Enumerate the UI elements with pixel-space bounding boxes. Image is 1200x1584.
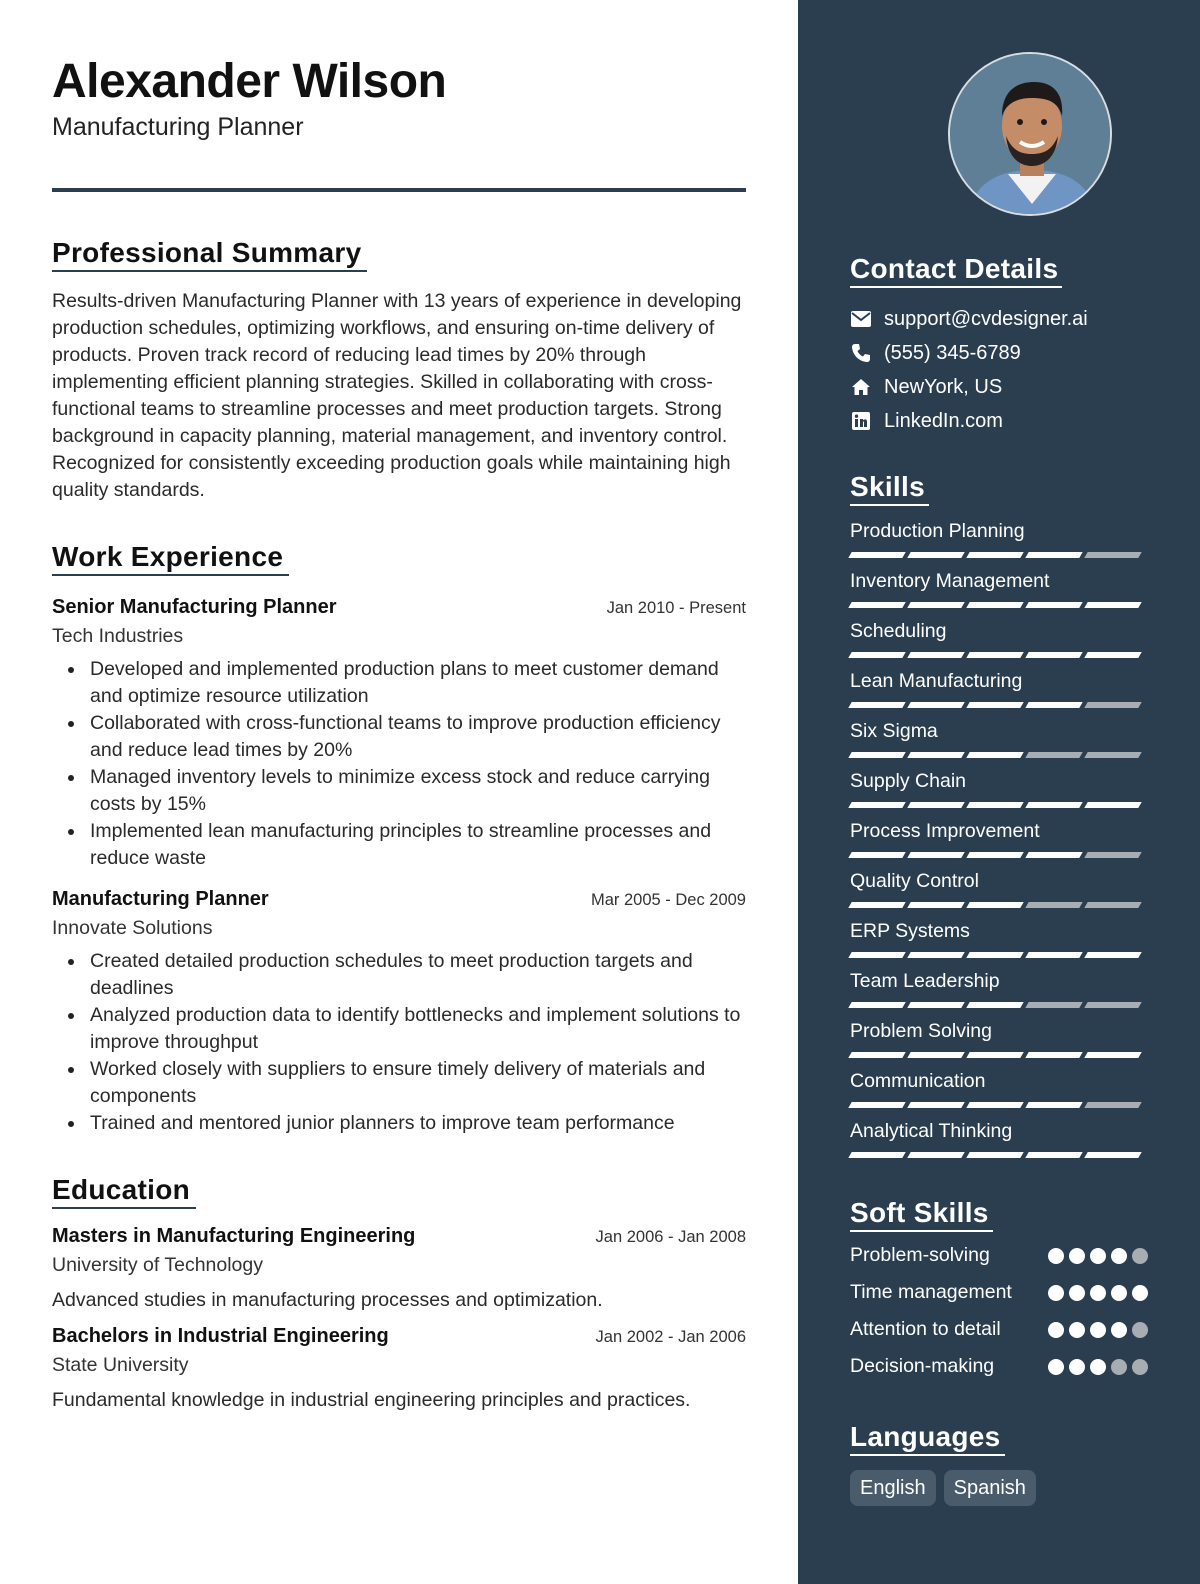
skill-level-bar xyxy=(850,652,1148,658)
skill-name: ERP Systems xyxy=(850,920,970,942)
skill-level-segment xyxy=(848,602,905,608)
skill-name: Problem Solving xyxy=(850,1020,992,1042)
skills-list xyxy=(850,518,1148,1158)
skill-level-segment xyxy=(1084,802,1141,808)
skill-item xyxy=(850,868,1148,908)
skill-level-segment xyxy=(848,1102,905,1108)
skill-level-segment xyxy=(907,952,964,958)
skills-heading: Skills xyxy=(850,470,929,506)
job-entry xyxy=(52,886,746,1137)
skill-level-bar xyxy=(850,602,1148,608)
profile-photo xyxy=(948,52,1112,216)
soft-skill-name: Attention to detail xyxy=(850,1318,1001,1340)
skill-level-segment xyxy=(1084,1002,1141,1008)
job-company: Innovate Solutions xyxy=(52,917,213,939)
rating-dot xyxy=(1090,1248,1106,1264)
contact-list xyxy=(850,302,1148,438)
rating-dot xyxy=(1069,1322,1085,1338)
job-title: Senior Manufacturing Planner xyxy=(52,596,337,618)
job-title: Manufacturing Planner xyxy=(52,888,269,910)
rating-dot xyxy=(1090,1285,1106,1301)
envelope-icon xyxy=(850,308,872,330)
education-date: Jan 2006 - Jan 2008 xyxy=(595,1228,746,1246)
skill-item xyxy=(850,768,1148,808)
skill-level-segment xyxy=(848,1052,905,1058)
language-chip: Spanish xyxy=(944,1470,1036,1506)
linkedin-icon xyxy=(850,410,872,432)
skill-level-segment xyxy=(1084,902,1141,908)
skill-level-segment xyxy=(1084,552,1141,558)
skill-item xyxy=(850,568,1148,608)
skill-level-segment xyxy=(907,1152,964,1158)
school: University of Technology xyxy=(52,1254,263,1276)
soft-skill-rating xyxy=(1048,1248,1148,1264)
skill-level-bar xyxy=(850,752,1148,758)
skill-name: Quality Control xyxy=(850,870,979,892)
skill-level-segment xyxy=(907,902,964,908)
rating-dot xyxy=(1069,1248,1085,1264)
contact-linkedin[interactable] xyxy=(850,404,1148,438)
skill-level-segment xyxy=(966,752,1023,758)
skill-level-segment xyxy=(1025,1152,1082,1158)
skill-level-segment xyxy=(1025,1002,1082,1008)
location-text: NewYork, US xyxy=(884,375,1003,398)
skill-level-bar xyxy=(850,802,1148,808)
skill-level-bar xyxy=(850,902,1148,908)
skill-level-segment xyxy=(1084,652,1141,658)
skill-level-segment xyxy=(966,652,1023,658)
education-heading: Education xyxy=(52,1173,196,1209)
skill-name: Team Leadership xyxy=(850,970,1000,992)
skill-level-segment xyxy=(1084,752,1141,758)
skill-level-bar xyxy=(850,1002,1148,1008)
skill-item xyxy=(850,618,1148,658)
phone-text: (555) 345-6789 xyxy=(884,341,1021,364)
job-date: Jan 2010 - Present xyxy=(606,599,746,617)
skill-level-segment xyxy=(848,852,905,858)
candidate-role: Manufacturing Planner xyxy=(52,113,304,141)
soft-skill-item xyxy=(850,1242,1148,1269)
job-bullet: Trained and mentored junior planners to improve team performance xyxy=(52,1110,746,1137)
skill-level-bar xyxy=(850,702,1148,708)
skill-item xyxy=(850,968,1148,1008)
skill-name: Communication xyxy=(850,1070,986,1092)
job-bullet: Created detailed production schedules to meet production targets and deadlines xyxy=(52,948,746,1002)
rating-dot xyxy=(1069,1359,1085,1375)
soft-skill-rating xyxy=(1048,1322,1148,1338)
skill-level-segment xyxy=(1025,652,1082,658)
skill-level-bar xyxy=(850,552,1148,558)
soft-skill-rating xyxy=(1048,1359,1148,1375)
soft-skills-list xyxy=(850,1242,1148,1380)
skill-level-segment xyxy=(907,1052,964,1058)
skill-level-segment xyxy=(1025,752,1082,758)
skill-item xyxy=(850,668,1148,708)
email-text: support@cvdesigner.ai xyxy=(884,307,1088,330)
soft-skill-name: Time management xyxy=(850,1281,1012,1303)
soft-skill-name: Decision-making xyxy=(850,1355,995,1377)
contact-location xyxy=(850,370,1148,404)
skill-level-bar xyxy=(850,1052,1148,1058)
summary-heading: Professional Summary xyxy=(52,236,367,272)
sidebar xyxy=(798,0,1200,1584)
skill-level-segment xyxy=(907,552,964,558)
rating-dot xyxy=(1048,1248,1064,1264)
rating-dot xyxy=(1111,1359,1127,1375)
rating-dot xyxy=(1048,1359,1064,1375)
skill-level-segment xyxy=(848,702,905,708)
skill-level-segment xyxy=(966,602,1023,608)
skill-level-bar xyxy=(850,952,1148,958)
education-description: Advanced studies in manufacturing processes and optimization. xyxy=(52,1289,603,1311)
skill-item xyxy=(850,1018,1148,1058)
skill-level-segment xyxy=(966,952,1023,958)
skill-level-segment xyxy=(966,902,1023,908)
rating-dot xyxy=(1090,1322,1106,1338)
skill-name: Six Sigma xyxy=(850,720,938,742)
skill-level-segment xyxy=(907,702,964,708)
rating-dot xyxy=(1111,1248,1127,1264)
job-bullets xyxy=(52,656,746,872)
skill-item xyxy=(850,1118,1148,1158)
job-date: Mar 2005 - Dec 2009 xyxy=(590,891,746,909)
job-bullets xyxy=(52,948,746,1137)
skill-level-segment xyxy=(1084,1152,1141,1158)
skill-level-segment xyxy=(1025,602,1082,608)
skill-level-segment xyxy=(966,802,1023,808)
skill-level-segment xyxy=(907,652,964,658)
skill-level-bar xyxy=(850,852,1148,858)
rating-dot xyxy=(1111,1285,1127,1301)
skill-level-segment xyxy=(966,1152,1023,1158)
job-company: Tech Industries xyxy=(52,625,184,647)
skill-level-segment xyxy=(1025,952,1082,958)
soft-skill-item xyxy=(850,1353,1148,1380)
job-bullet: Developed and implemented production plans to meet customer demand and optimize resource utilization xyxy=(52,656,746,710)
rating-dot xyxy=(1132,1322,1148,1338)
skill-level-segment xyxy=(1025,552,1082,558)
language-chip: English xyxy=(850,1470,936,1506)
skill-item xyxy=(850,1068,1148,1108)
skill-level-segment xyxy=(907,1102,964,1108)
skill-name: Lean Manufacturing xyxy=(850,670,1023,692)
skill-level-segment xyxy=(907,752,964,758)
skill-level-segment xyxy=(1084,952,1141,958)
job-bullet: Analyzed production data to identify bottlenecks and implement solutions to improve throughput xyxy=(52,1002,746,1056)
skill-item xyxy=(850,718,1148,758)
education-entry xyxy=(52,1223,746,1313)
header-divider xyxy=(52,188,746,192)
soft-skills-heading: Soft Skills xyxy=(850,1196,993,1232)
skill-level-segment xyxy=(907,1002,964,1008)
skill-level-segment xyxy=(1084,852,1141,858)
skill-level-segment xyxy=(966,852,1023,858)
skill-level-segment xyxy=(848,552,905,558)
phone-icon xyxy=(850,342,872,364)
work-heading: Work Experience xyxy=(52,540,289,576)
skill-level-segment xyxy=(907,602,964,608)
skill-level-segment xyxy=(1084,602,1141,608)
soft-skill-item xyxy=(850,1279,1148,1306)
skill-level-segment xyxy=(966,1002,1023,1008)
person-silhouette-icon xyxy=(950,54,1112,216)
skill-name: Inventory Management xyxy=(850,570,1050,592)
skill-level-segment xyxy=(1025,1102,1082,1108)
summary-text: Results-driven Manufacturing Planner with 13 years of experience in developing production schedules, optimizing workflows, and ensuring on-time delivery of products. Proven track record of reducing lead times by 20% through implementing efficient planning strategies. Skilled in collaborating with cross-functional teams to streamline processes and meet production targets. Strong background in capacity planning, material management, and inventory control. Recognized for consistently exceeding production goals while maintaining high quality standards. xyxy=(52,290,742,501)
rating-dot xyxy=(1132,1248,1148,1264)
skill-name: Scheduling xyxy=(850,620,947,642)
job-bullet: Managed inventory levels to minimize excess stock and reduce carrying costs by 15% xyxy=(52,764,746,818)
rating-dot xyxy=(1132,1285,1148,1301)
soft-skill-item xyxy=(850,1316,1148,1343)
languages-heading: Languages xyxy=(850,1420,1005,1456)
rating-dot xyxy=(1048,1322,1064,1338)
skill-item xyxy=(850,518,1148,558)
skill-level-segment xyxy=(848,652,905,658)
skill-level-segment xyxy=(1084,702,1141,708)
skill-level-segment xyxy=(1025,702,1082,708)
linkedin-text: LinkedIn.com xyxy=(884,409,1003,432)
skill-item xyxy=(850,818,1148,858)
candidate-name: Alexander Wilson xyxy=(52,55,447,108)
skill-level-segment xyxy=(1025,852,1082,858)
soft-skill-name: Problem-solving xyxy=(850,1244,990,1266)
degree: Masters in Manufacturing Engineering xyxy=(52,1225,416,1247)
job-entry xyxy=(52,594,746,872)
skill-level-segment xyxy=(848,1152,905,1158)
rating-dot xyxy=(1048,1285,1064,1301)
education-entry xyxy=(52,1323,746,1413)
skill-level-segment xyxy=(1084,1102,1141,1108)
skill-name: Analytical Thinking xyxy=(850,1120,1013,1142)
education-description: Fundamental knowledge in industrial engineering principles and practices. xyxy=(52,1389,691,1411)
skill-level-segment xyxy=(966,702,1023,708)
skill-level-bar xyxy=(850,1152,1148,1158)
skill-level-segment xyxy=(907,802,964,808)
skill-level-segment xyxy=(848,752,905,758)
contact-heading: Contact Details xyxy=(850,252,1062,288)
skill-level-segment xyxy=(848,902,905,908)
skill-level-segment xyxy=(907,852,964,858)
skill-level-segment xyxy=(848,802,905,808)
skill-level-segment xyxy=(966,1102,1023,1108)
skill-name: Process Improvement xyxy=(850,820,1040,842)
rating-dot xyxy=(1111,1322,1127,1338)
contact-email[interactable] xyxy=(850,302,1148,336)
rating-dot xyxy=(1132,1359,1148,1375)
rating-dot xyxy=(1090,1359,1106,1375)
school: State University xyxy=(52,1354,189,1376)
skill-level-segment xyxy=(1025,902,1082,908)
job-bullet: Implemented lean manufacturing principles to streamline processes and reduce waste xyxy=(52,818,746,872)
languages-list xyxy=(850,1470,1148,1506)
skill-item xyxy=(850,918,1148,958)
skill-level-segment xyxy=(1025,1052,1082,1058)
skill-name: Supply Chain xyxy=(850,770,966,792)
skill-level-segment xyxy=(1084,1052,1141,1058)
skill-level-segment xyxy=(848,1002,905,1008)
contact-phone[interactable] xyxy=(850,336,1148,370)
degree: Bachelors in Industrial Engineering xyxy=(52,1325,389,1347)
education-date: Jan 2002 - Jan 2006 xyxy=(595,1328,746,1346)
job-bullet: Collaborated with cross-functional teams to improve production efficiency and reduce lead times by 20% xyxy=(52,710,746,764)
skill-level-segment xyxy=(1025,802,1082,808)
skill-name: Production Planning xyxy=(850,520,1025,542)
rating-dot xyxy=(1069,1285,1085,1301)
job-bullet: Worked closely with suppliers to ensure timely delivery of materials and components xyxy=(52,1056,746,1110)
skill-level-segment xyxy=(966,1052,1023,1058)
skill-level-segment xyxy=(966,552,1023,558)
skill-level-segment xyxy=(848,952,905,958)
skill-level-bar xyxy=(850,1102,1148,1108)
soft-skill-rating xyxy=(1048,1285,1148,1301)
home-icon xyxy=(850,376,872,398)
